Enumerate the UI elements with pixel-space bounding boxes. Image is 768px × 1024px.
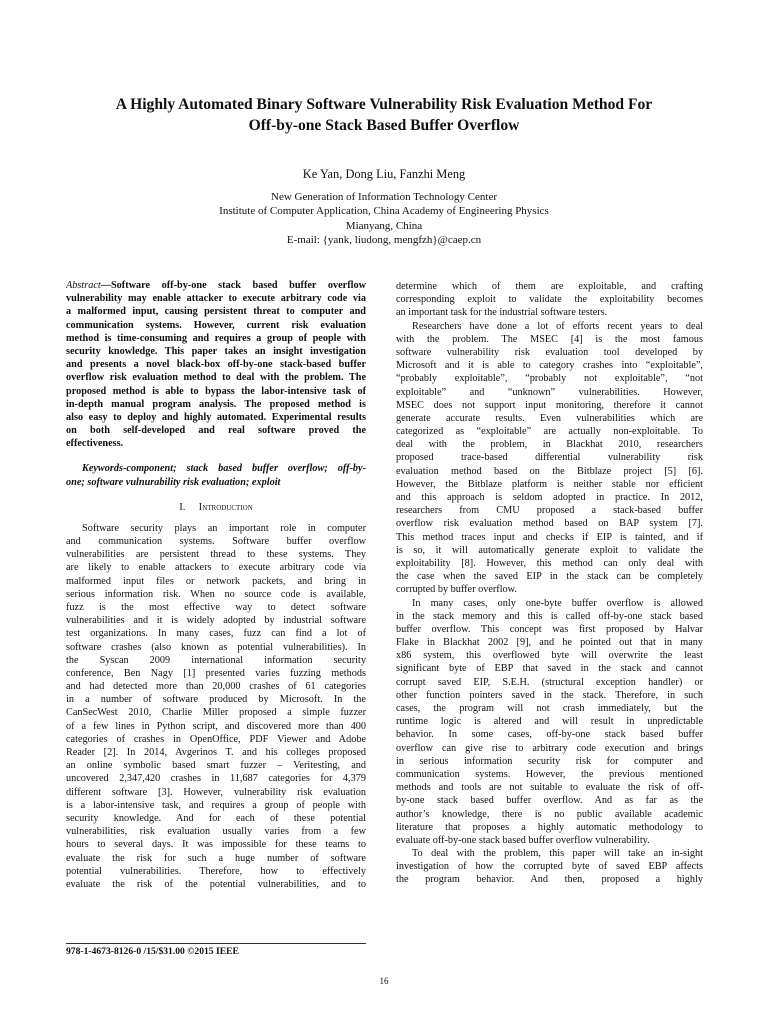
- text-line: and communication systems. Software buffer overflow: [66, 536, 366, 547]
- paragraph-2: [396, 320, 703, 584]
- text-line: uncovered 2,347,420 crashes in 11,687 categories for 4,379: [66, 773, 366, 785]
- keywords-last-line: one; software vulnurability risk evaluation; exploit: [66, 476, 281, 488]
- text-line: and presents a novel black-box off-by-one stack-based buffer: [66, 359, 366, 371]
- section-title: Introduction: [198, 501, 253, 513]
- text-line: literature that proposes a highly automatic methodology to: [396, 821, 703, 833]
- paragraph-2-last-line: corrupted by buffer overflow.: [396, 584, 517, 596]
- text-line: overflow can give rise to arbitrary code execution and brings: [396, 742, 703, 754]
- text-line: also easy to deploy and highly automated. Experimental results: [66, 411, 366, 423]
- left-column: [66, 279, 366, 891]
- text-line: with the problem. The MSEC [4] is the most famous: [396, 333, 703, 345]
- spacer: [66, 450, 366, 462]
- text-line: evaluate the risk of the potential vulnerabilities, and to: [66, 878, 366, 890]
- text-line: other function pointers saved in the stack. Therefore, in such: [396, 689, 703, 701]
- author-email: E-mail: {yank, liudong, mengfzh}@caep.cn: [286, 234, 482, 247]
- abstract-first-text: —Software off-by-one stack based buffer overflow: [100, 280, 366, 291]
- text-line: evaluation method based on the Bitblaze project [5] [6].: [396, 465, 703, 477]
- text-line: significant byte of EBP that saved in the stack and cannot: [396, 663, 703, 675]
- text-line: in a number of software produced by Microsoft. In the: [66, 694, 366, 706]
- abstract-last-line: effectiveness.: [66, 438, 124, 450]
- text-line: method is time-consuming and requires a group of people with: [66, 332, 366, 344]
- text-line: deal with the problem, in Blackhat 2010, researchers: [396, 439, 703, 451]
- abstract-body: [66, 292, 366, 437]
- text-line: Researchers have done a lot of efforts recent years to deal: [412, 320, 703, 332]
- text-line: security knowledge. And for each of these potential: [66, 812, 366, 824]
- text-line: investigation of how the corrupted byte of saved EBP affects: [396, 861, 703, 873]
- paragraph-3: [396, 597, 703, 834]
- text-line: categorized as “exploitable” are actually non-exploitable. To: [396, 426, 703, 438]
- text-line: software vulnerability risk evaluation tool developed by: [396, 346, 703, 358]
- text-line: different software [3]. However, vulnerability risk evaluation: [66, 786, 366, 798]
- text-line: determine which of them are exploitable, and crafting: [396, 281, 703, 292]
- text-line: are likely to enable attackers to execute arbitrary code via: [66, 562, 366, 574]
- text-line: Reader [2]. In 2014, Avgerinos T. and his colleges proposed: [66, 747, 366, 758]
- title-line-2: Off-by-one Stack Based Buffer Overflow: [248, 117, 520, 134]
- paper-title: [40, 94, 728, 136]
- text-line: buffer overflow. This concept was first proposed by Halvar: [396, 623, 703, 635]
- affiliation-line: Institute of Computer Application, China Academy of Engineering Physics: [219, 205, 549, 218]
- text-line: However, the Bitblaze platform is neither stable nor efficient: [396, 478, 703, 490]
- text-line: the program behavior. And then, proposed a highly: [396, 874, 703, 886]
- text-line: an online symbolic based smart fuzzer – Veritesting, and: [66, 760, 366, 772]
- text-line: overflow risk evaluation method based on BAP system [7].: [396, 518, 703, 530]
- section-number: I.: [179, 501, 186, 513]
- affiliation-block: [0, 190, 768, 248]
- affiliation-line: New Generation of Information Technology Center: [271, 191, 497, 203]
- copyright-footnote: 978-1-4673-8126-0 /15/$31.00 ©2015 IEEE: [66, 946, 239, 957]
- section-heading-introduction: [66, 501, 366, 516]
- text-line: overflow risk evaluation method to deal with the problem. The: [66, 372, 366, 384]
- text-line: software crashes (also known as potential vulnerabilities). In: [66, 641, 366, 653]
- text-line: Microsoft and it is able to category crashes into “exploitable”,: [396, 360, 703, 372]
- keywords: [66, 462, 366, 488]
- paragraph-1-last-line: an important task for the industrial software testers.: [396, 307, 608, 319]
- text-line: vulnerabilities, risk evaluation usually varies from a few: [66, 826, 366, 838]
- text-line: communication systems. However, the previous mentioned: [396, 768, 703, 780]
- title-line-1: A Highly Automated Binary Software Vulnerability Risk Evaluation Method For: [115, 96, 653, 113]
- text-line: in-depth manual program analysis. The proposed method is: [66, 398, 366, 410]
- text-line: corresponding exploit to validate the exploitability becomes: [396, 294, 703, 306]
- affiliation-line: Mianyang, China: [345, 219, 423, 232]
- text-line: proposed trace-based differential vulnerability risk: [396, 452, 703, 464]
- text-line: and this approach is seldom adopted in practice. In 2012,: [396, 492, 703, 503]
- abstract: [66, 279, 366, 450]
- text-line: researchers from CMU proposed a stack-based buffer: [396, 505, 703, 517]
- text-line: x86 system, this overflowed byte will overwrite the least: [396, 650, 703, 662]
- text-line: security knowledge. This paper takes an insight investigation: [66, 345, 366, 357]
- introduction-paragraph: [66, 522, 366, 891]
- text-line: This method traces input and checks if EIP is tainted, and if: [396, 531, 703, 543]
- text-line: in the stack memory and this is called off-by-one stack based: [396, 610, 703, 622]
- text-line: Flake in Blackhat 2002 [9], and he pointed out that in many: [396, 637, 703, 649]
- text-line: vulnerabilities are persistent thread to these systems. They: [66, 549, 366, 561]
- footnote-rule: [66, 943, 366, 944]
- text-line: malformed input files or network packets, and bring in: [66, 575, 366, 587]
- paragraph-3-last-line: evaluate off-by-one stack based buffer overflow vulnerability.: [396, 834, 650, 846]
- text-line: categories of crashes in OpenOffice, PDF Viewer and Adobe: [66, 733, 366, 745]
- text-line: is a labor-intensive task, and requires a group of people with: [66, 799, 366, 811]
- text-line: the case when the saved EIP in the stack can be completely: [396, 571, 703, 583]
- text-line: by-one stack based buffer overflow. And as far as the: [396, 795, 703, 807]
- text-line: in serious information security risk for computer and: [396, 755, 703, 767]
- text-line: corrupt saved EIP, S.E.H. (structural exception handler) or: [396, 676, 703, 688]
- text-line: potential vulnerabilities. Therefore, how to effectively: [66, 865, 366, 877]
- text-line: fuzz is the most effective way to detect software: [66, 601, 366, 613]
- right-column: [396, 280, 703, 887]
- text-line: To deal with the problem, this paper will take an in-sight: [412, 848, 703, 860]
- text-line: a malformed input, causing persistent threat to computer and: [66, 306, 366, 318]
- text-line: conference, Ben Nagy [1] presented varies fuzzing methods: [66, 667, 366, 679]
- text-line: vulnerability may enable attacker to execute arbitrary code via: [66, 293, 366, 305]
- text-line: communication systems. However, current risk evaluation: [66, 319, 366, 331]
- text-line: proposed method is able to bypass the labor-intensive task of: [66, 385, 366, 397]
- text-line: behavior. In some cases, off-by-one stack based buffer: [396, 729, 703, 741]
- text-line: exploitable” and “unknown” vulnerabilities. However,: [396, 386, 703, 398]
- abstract-line: [66, 279, 366, 292]
- text-line: author’s knowledge, there is no public available academic: [396, 808, 703, 820]
- text-line: on both self-developed and real software proved the: [66, 425, 366, 437]
- text-line: hours to several days. It was impossible for these teams to: [66, 839, 366, 851]
- text-line: CanSecWest 2010, Charlie Miller proposed a simple fuzzer: [66, 707, 366, 719]
- text-line: is so, it will automatically generate exploit to validate the: [396, 544, 703, 556]
- text-line: test organizations. In many cases, fuzz can find a lot of: [66, 628, 366, 640]
- text-line: and had detected more than 20,000 crashes of 61 categories: [66, 681, 366, 693]
- text-line: generate accurate results. Even vulnerabilities which are: [396, 412, 703, 424]
- text-line: cases, the program will not crash immediately, but the: [396, 703, 703, 714]
- paragraph-1: [396, 280, 703, 306]
- text-line: “probably exploitable”, “probably not exploitable”, “not: [396, 373, 703, 385]
- page-number: 16: [379, 976, 389, 986]
- abstract-label: Abstract: [66, 280, 101, 291]
- text-line: exploitability [8]. However, this method can only deal with: [396, 557, 703, 569]
- text-line: vulnerabilities and it is widely adopted by industrial software: [66, 615, 366, 627]
- text-line: In many cases, only one-byte buffer overflow is allowed: [412, 597, 703, 609]
- text-line: of a few lines in Python script, and discovered more than 400: [66, 720, 366, 732]
- paragraph-4: [396, 847, 703, 887]
- text-line: evaluate the risk for such a huge number of software: [66, 852, 366, 864]
- author-list: Ke Yan, Dong Liu, Fanzhi Meng: [302, 167, 466, 181]
- keywords-line: Keywords-component; stack based buffer overflow; off-by-: [82, 463, 366, 475]
- text-line: the Syscan 2009 international information security: [66, 654, 366, 666]
- text-line: methods and tools are not suitable to evaluate the risk of off-: [396, 782, 703, 794]
- text-line: runtime logic is altered and will result in unpredictable: [396, 716, 703, 728]
- text-line: Software security plays an important role in computer: [82, 522, 366, 534]
- text-line: MSEC does not support input monitoring, therefore it cannot: [396, 399, 703, 411]
- text-line: serious information risk. When no source code is available,: [66, 588, 366, 600]
